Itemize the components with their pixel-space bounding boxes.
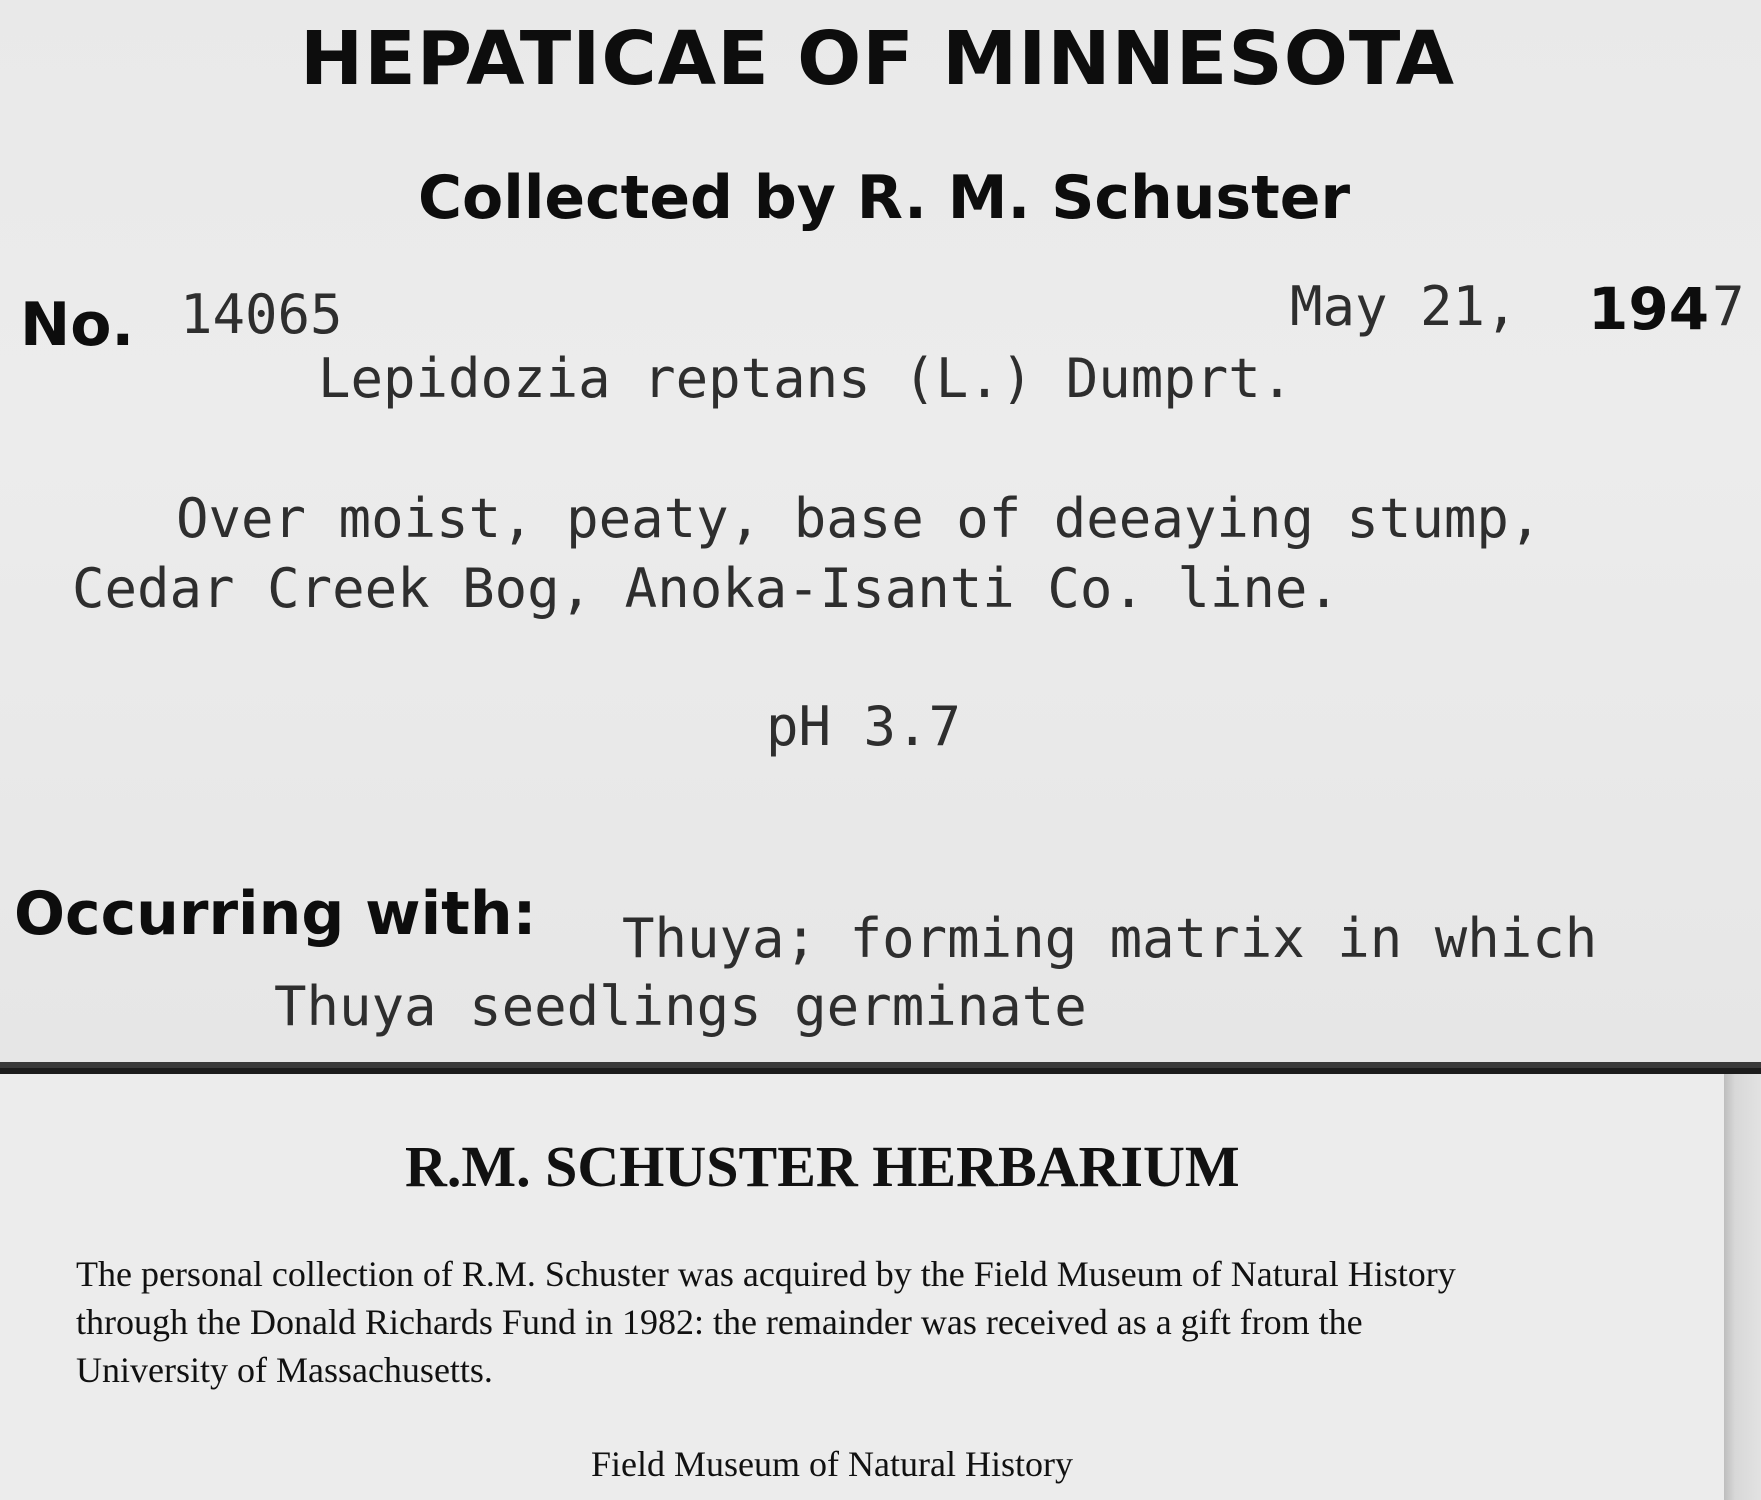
ph-value: pH 3.7 (766, 695, 962, 758)
occurring-line-2: Thuya seedlings germinate (274, 975, 1087, 1038)
herbarium-text-line-3: University of Massachusetts. (76, 1350, 493, 1390)
occurring-with-label: Occurring with: (14, 879, 537, 949)
occurring-line-1: Thuya; forming matrix in which (622, 907, 1598, 970)
habitat-line-2: Cedar Creek Bog, Anoka-Isanti Co. line. (72, 557, 1340, 620)
species-name: Lepidozia reptans (L.) Dumprt. (318, 347, 1294, 410)
collection-number: 14065 (180, 283, 343, 346)
label-title: HEPATICAE OF MINNESOTA (300, 16, 1456, 102)
number-label: No. (20, 290, 135, 360)
year-printed: 194 (1588, 275, 1710, 343)
habitat-line-1: Over moist, peaty, base of deeaying stump, (176, 487, 1542, 550)
herbarium-text-line-1: The personal collection of R.M. Schuster was acquired by the Field Museum of Natural History (76, 1254, 1456, 1294)
herbarium-text-line-2: through the Donald Richards Fund in 1982: the remainder was received as a gift from the (76, 1302, 1363, 1342)
collector-line: Collected by R. M. Schuster (418, 163, 1351, 233)
collection-date: May 21, (1290, 275, 1518, 338)
paper-edge (1724, 1074, 1761, 1500)
year-typed: 7 (1712, 275, 1745, 338)
herbarium-title: R.M. SCHUSTER HERBARIUM (405, 1134, 1240, 1199)
herbarium-footer: Field Museum of Natural History (591, 1444, 1073, 1484)
herbarium-label (0, 1074, 1724, 1500)
